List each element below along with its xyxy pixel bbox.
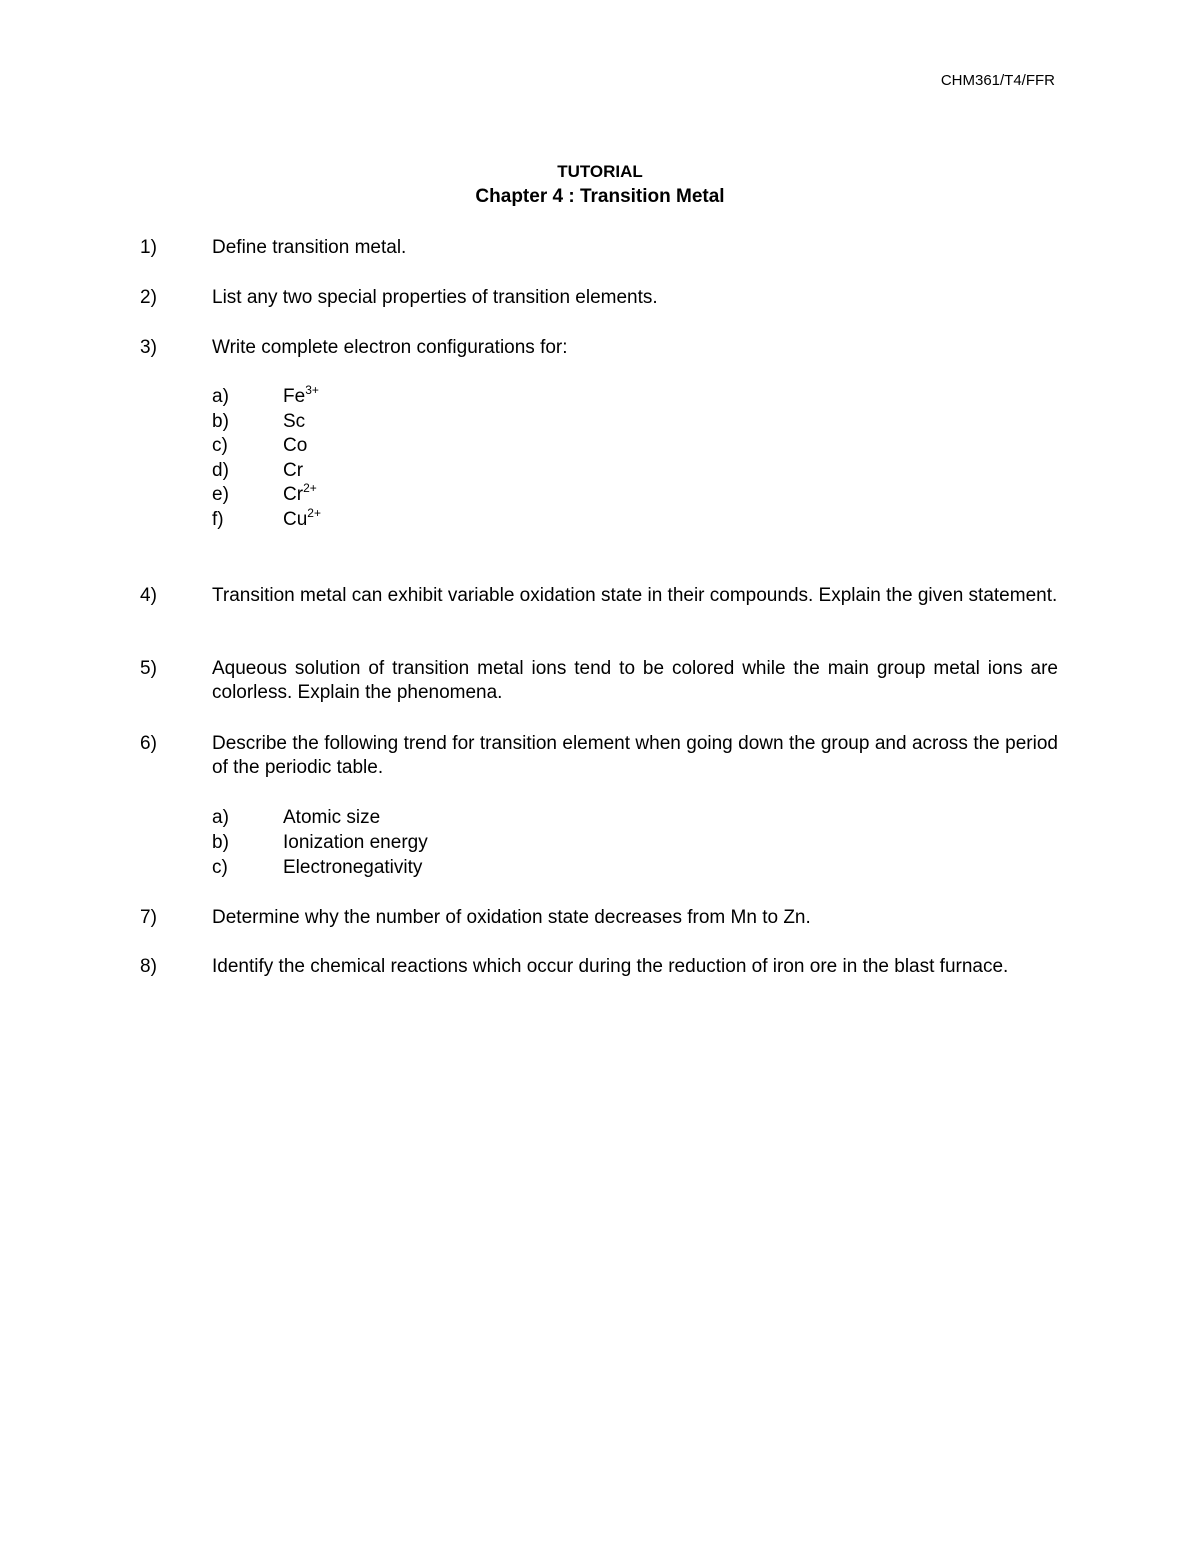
element-symbol: Cr: [283, 460, 304, 481]
ion-charge: 2+: [307, 506, 321, 520]
question-text: Transition metal can exhibit variable oxidation state in their compounds. Explain the given statement.: [212, 585, 1058, 606]
question-number: 1): [140, 237, 157, 258]
question-text: Write complete electron configurations for:: [212, 337, 568, 358]
ion-charge: 3+: [305, 383, 319, 397]
tutorial-heading: TUTORIAL: [557, 162, 643, 181]
question-number: 8): [140, 956, 157, 977]
ion-formula: [283, 508, 321, 533]
ion-formula: [283, 434, 307, 458]
ion-formula: [283, 483, 317, 508]
question-text: Determine why the number of oxidation state decreases from Mn to Zn.: [212, 907, 811, 928]
sub-item-label: e): [212, 484, 229, 505]
question-text: Describe the following trend for transition element when going down the group and across the period of the periodic table.: [212, 733, 1058, 778]
question-text: Identify the chemical reactions which occur during the reduction of iron ore in the blast furnace.: [212, 956, 1009, 977]
trend-item: Ionization energy: [283, 832, 428, 853]
chapter-title: Chapter 4 : Transition Metal: [475, 186, 725, 207]
element-symbol: Co: [283, 435, 308, 456]
ion-formula: [283, 385, 319, 410]
question-text: List any two special properties of transition elements.: [212, 287, 658, 308]
question-text: Define transition metal.: [212, 237, 407, 258]
ion-formula: [283, 459, 303, 483]
sub-item-label: a): [212, 807, 229, 828]
element-symbol: Cr: [283, 484, 304, 505]
sub-item-label: f): [212, 509, 224, 530]
question-number: 4): [140, 585, 157, 606]
question-number: 2): [140, 287, 157, 308]
sub-item-label: c): [212, 435, 228, 456]
sub-item-label: b): [212, 832, 229, 853]
question-number: 3): [140, 337, 157, 358]
element-symbol: Sc: [283, 411, 306, 432]
trend-item: Atomic size: [283, 807, 381, 828]
element-symbol: Fe: [283, 386, 306, 407]
sub-item-label: d): [212, 460, 229, 481]
sub-item-label: a): [212, 386, 229, 407]
document-code: CHM361/T4/FFR: [940, 72, 1055, 89]
question-text: Aqueous solution of transition metal ions tend to be colored while the main group metal ions are colorless. Explain the phenomena.: [212, 658, 1058, 703]
question-number: 5): [140, 658, 157, 679]
trend-item: Electronegativity: [283, 857, 423, 878]
element-symbol: Cu: [283, 509, 308, 530]
question-number: 6): [140, 733, 157, 754]
ion-formula: [283, 410, 305, 434]
sub-item-label: b): [212, 411, 229, 432]
sub-item-label: c): [212, 857, 228, 878]
ion-charge: 2+: [303, 481, 317, 495]
question-number: 7): [140, 907, 157, 928]
